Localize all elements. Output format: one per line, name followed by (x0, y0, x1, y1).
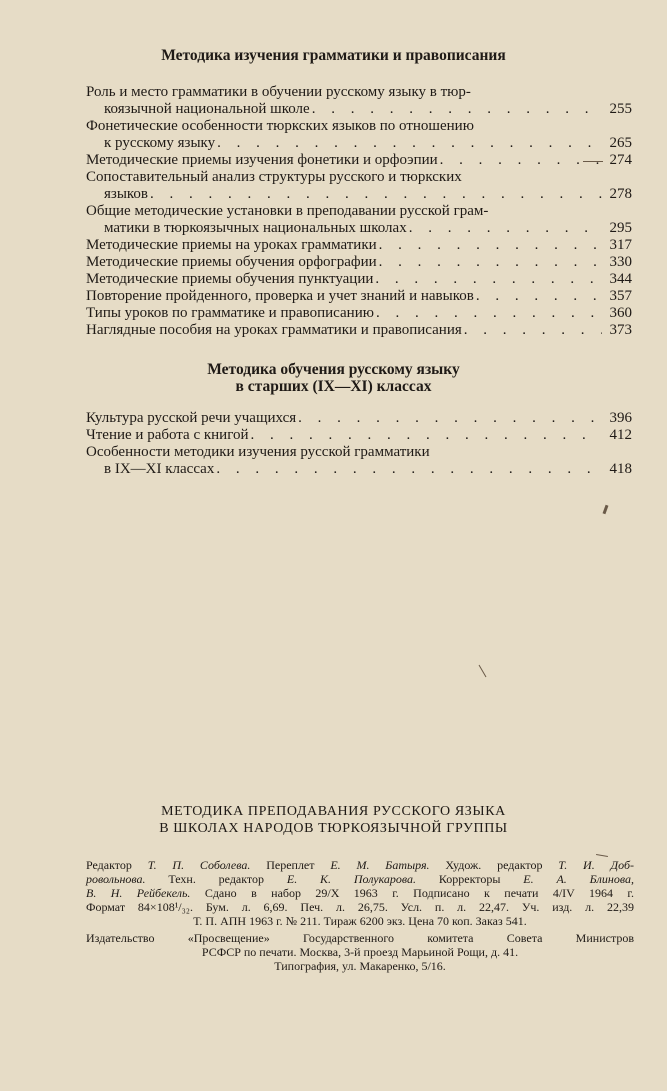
section-heading-senior: Методика обучения русскому языку (207, 361, 460, 378)
toc-entry-line: Культура русской речи учащихся . . . 396 (86, 410, 632, 427)
toc-entry-line: языков . . . 278 (86, 186, 632, 203)
page-number: 360 (609, 305, 632, 321)
page-number: 357 (609, 288, 632, 304)
toc-entry-line: Особенности методики изучения русской грамматики (86, 444, 430, 460)
toc-entry-line: Общие методические установки в преподавании русской грам- (86, 203, 489, 219)
toc-entry (86, 203, 632, 237)
page-number: 412 (609, 427, 632, 443)
imprint-line: Редактор Т. П. Соболева. Переплет Е. М. Батыря. Худож. редактор Т. И. Доб- (86, 858, 635, 872)
toc-entry (86, 427, 632, 444)
toc-entry-line: Фонетические особенности тюркских языков по отношению (86, 118, 474, 134)
imprint (86, 858, 634, 973)
imprint-line: Формат 84×108¹/₃₂. Бум. л. 6,69. Печ. л. 26,75. Усл. п. л. 22,47. Уч. изд. л. 22,39 (86, 900, 634, 914)
ink-mark (583, 161, 603, 162)
toc-entry (86, 305, 632, 322)
page-number: 396 (609, 410, 632, 426)
toc-entry-line: в IX—XI классах . . . 418 (86, 461, 632, 478)
toc-entry-line: Методические приемы обучения орфографии . . . 330 (86, 254, 632, 271)
book-title-line: МЕТОДИКА ПРЕПОДАВАНИЯ РУССКОГО ЯЗЫКА (161, 804, 506, 819)
page-number: 344 (609, 271, 632, 287)
page-number: 265 (609, 135, 632, 151)
toc-entry-line: Сопоставительный анализ структуры русского и тюркских (86, 169, 462, 185)
imprint-line: Издательство «Просвещение» Государственного комитета Совета Министров (86, 931, 634, 945)
toc-entry (86, 152, 632, 169)
toc-entry (86, 254, 632, 271)
ink-mark (479, 665, 487, 678)
toc-entry-line: Методические приемы на уроках грамматики . . . 317 (86, 237, 632, 254)
page-number: 278 (609, 186, 632, 202)
toc-entry (86, 169, 632, 203)
toc-entry-line: коязычной национальной школе . . . 255 (86, 101, 632, 118)
toc-entry-line: матики в тюркоязычных национальных школах . . . 295 (86, 220, 632, 237)
toc-section-senior (86, 410, 632, 478)
ink-mark (603, 505, 609, 514)
page-number: 373 (609, 322, 632, 338)
toc-entry-line: Чтение и работа с книгой . . . 412 (86, 427, 632, 444)
toc-entry (86, 410, 632, 427)
page-number: 274 (609, 152, 632, 168)
toc-entry-line: Методические приемы изучения фонетики и орфоэпии . . . 274 (86, 152, 632, 169)
toc-entry-line: к русскому языку . . . 265 (86, 135, 632, 152)
page-number: 330 (609, 254, 632, 270)
toc-entry (86, 444, 632, 478)
imprint-line: ровольнова. Техн. редактор Е. К. Полукарова. Корректоры Е. А. Блинова, (86, 872, 634, 886)
toc-entry (86, 271, 632, 288)
toc-entry (86, 237, 632, 254)
imprint-line: В. Н. Рейбекель. Сдано в набор 29/X 1963 г. Подписано к печати 4/IV 1964 г. (86, 886, 634, 900)
toc-entry-line: Типы уроков по грамматике и правописанию . . . 360 (86, 305, 632, 322)
page-number: 317 (609, 237, 632, 253)
imprint-line: Т. П. АПН 1963 г. № 211. Тираж 6200 экз. Цена 70 коп. Заказ 541. (193, 914, 527, 928)
toc-entry (86, 288, 632, 305)
book-title-line: В ШКОЛАХ НАРОДОВ ТЮРКОЯЗЫЧНОЙ ГРУППЫ (159, 821, 508, 836)
section-heading-grammar: Методика изучения грамматики и правописания (161, 47, 506, 64)
page-number: 295 (609, 220, 632, 236)
imprint-line: Типография, ул. Макаренко, 5/16. (274, 959, 446, 973)
imprint-line: РСФСР по печати. Москва, 3-й проезд Марьиной Рощи, д. 41. (201, 945, 519, 959)
page-number: 255 (609, 101, 632, 117)
toc-section-grammar (86, 84, 632, 339)
page-number: 418 (609, 461, 632, 477)
toc-entry-line: Роль и место грамматики в обучении русскому языку в тюр- (86, 84, 471, 100)
section-heading-senior-sub: в старших (IX—XI) классах (235, 378, 432, 395)
toc-entry-line: Повторение пройденного, проверка и учет знаний и навыков . . . 357 (86, 288, 632, 305)
toc-entry-line: Методические приемы обучения пунктуации . . . 344 (86, 271, 632, 288)
toc-entry (86, 118, 632, 152)
ink-mark (596, 854, 608, 857)
toc-entry (86, 322, 632, 339)
toc-entry-line: Наглядные пособия на уроках грамматики и правописания . . . 373 (86, 322, 632, 339)
toc-entry (86, 84, 632, 118)
